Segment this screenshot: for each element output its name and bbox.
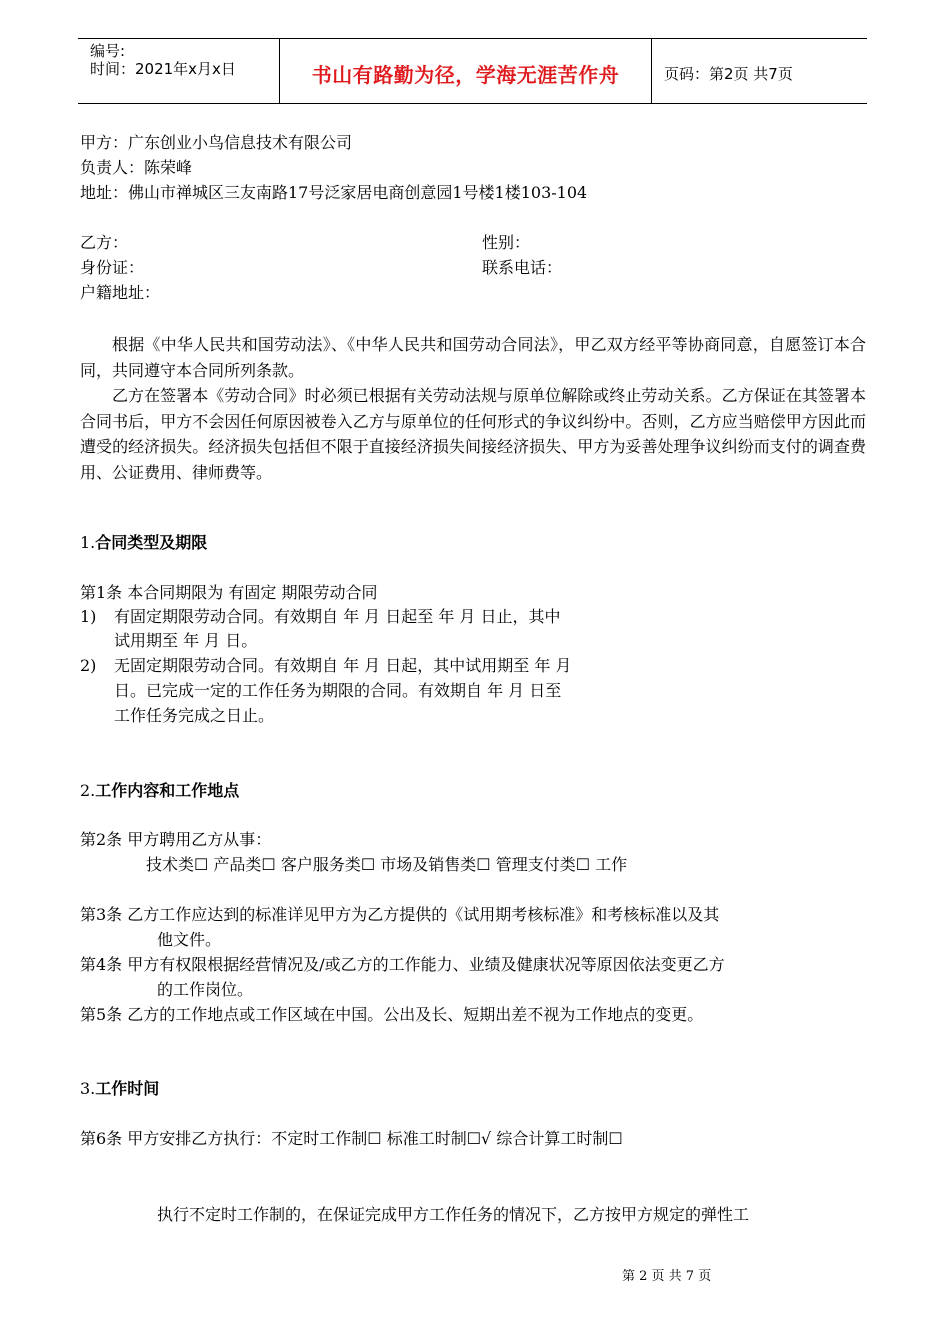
article-3-line-1: 第3条 乙方工作应达到的标准详见甲方为乙方提供的《试用期考核标准》和考核标准以及其 <box>80 905 720 924</box>
party-a-address: 地址：佛山市禅城区三友南路17号泛家居电商创意园1号楼1楼103-104 <box>80 183 588 202</box>
item-1-line-1: 有固定期限劳动合同。有效期自 年 月 日起至 年 月 日止，其中 <box>114 607 561 626</box>
section-2-heading <box>80 781 239 801</box>
header-motto: 书山有路勤为径，学海无涯苦作舟 <box>280 39 652 103</box>
party-b-id-label: 身份证： <box>80 258 145 277</box>
section-2-title: 工作内容和工作地点 <box>95 781 240 800</box>
article-3-line-2: 他文件。 <box>157 930 222 949</box>
party-b-gender-label: 性别： <box>482 233 531 252</box>
party-b-name-label: 乙方： <box>80 233 129 252</box>
section-3-title: 工作时间 <box>95 1079 160 1098</box>
article-4-line-2: 的工作岗位。 <box>157 980 254 999</box>
intro-paragraph-1: 根据《中华人民共和国劳动法》、《中华人民共和国劳动合同法》，甲乙双方经平等协商同意，自愿签订本合同，共同遵守本合同所列条款。 <box>80 335 866 380</box>
document-time-label: 时间：2021年x月x日 <box>90 60 236 78</box>
article-6: 第6条 甲方安排乙方执行：不定时工作制☐ 标准工时制☐√ 综合计算工时制☐ <box>80 1129 623 1148</box>
item-2-line-3: 工作任务完成之日止。 <box>114 706 275 725</box>
section-1-number: 1. <box>80 533 96 552</box>
intro-paragraph-2: 乙方在签署本《劳动合同》时必须已根据有关劳动法规与原单位解除或终止劳动关系。乙方保证在其签署本合同书后，甲方不会因任何原因被卷入乙方与原单位的任何形式的争议纠纷中。否则，乙方应当赔偿甲方因此而遭受的经济损失。经济损失包括但不限于直接经济损失间接经济损失、甲方为妥善处理争议纠纷而支付的调查费用、公证费用、律师费等。 <box>80 386 866 482</box>
section-2-number: 2. <box>80 781 96 800</box>
party-a-name: 甲方：广东创业小鸟信息技术有限公司 <box>80 133 353 152</box>
item-2-number: 2) <box>80 656 97 675</box>
page-footer: 第 2 页 共 7 页 <box>622 1269 712 1284</box>
item-2-line-2: 日。已完成一定的工作任务为期限的合同。有效期自 年 月 日至 <box>114 681 562 700</box>
article-5: 第5条 乙方的工作地点或工作区域在中国。公出及长、短期出差不视为工作地点的变更。 <box>80 1005 704 1024</box>
article-4-line-1: 第4条 甲方有权限根据经营情况及/或乙方的工作能力、业绩及健康状况等原因依法变更乙方 <box>80 955 725 974</box>
section-3-paragraph: 执行不定时工作制的，在保证完成甲方工作任务的情况下，乙方按甲方规定的弹性工 <box>157 1205 750 1224</box>
page-header <box>78 38 867 104</box>
section-1-title: 合同类型及期限 <box>95 533 208 552</box>
party-a-owner: 负责人：陈荣峰 <box>80 158 193 177</box>
job-type-options: 技术类☐ 产品类☐ 客户服务类☐ 市场及销售类☐ 管理支付类☐ 工作 <box>146 855 628 874</box>
item-2-line-1: 无固定期限劳动合同。有效期自 年 月 日起，其中试用期至 年 月 <box>114 656 572 675</box>
party-b-phone-label: 联系电话： <box>482 258 563 277</box>
header-page-number: 页码：第2页 共7页 <box>664 65 793 83</box>
document-number-label: 编号: <box>90 42 126 60</box>
header-meta <box>78 39 280 103</box>
section-3-heading <box>80 1079 159 1099</box>
item-1-number: 1) <box>80 607 97 626</box>
item-1-line-2: 试用期至 年 月 日。 <box>114 631 258 650</box>
party-b-residence-label: 户籍地址： <box>80 283 161 302</box>
article-1: 第1条 本合同期限为 有固定 期限劳动合同 <box>80 583 378 602</box>
article-2: 第2条 甲方聘用乙方从事： <box>80 830 272 849</box>
section-1-heading <box>80 533 207 553</box>
section-3-number: 3. <box>80 1079 96 1098</box>
